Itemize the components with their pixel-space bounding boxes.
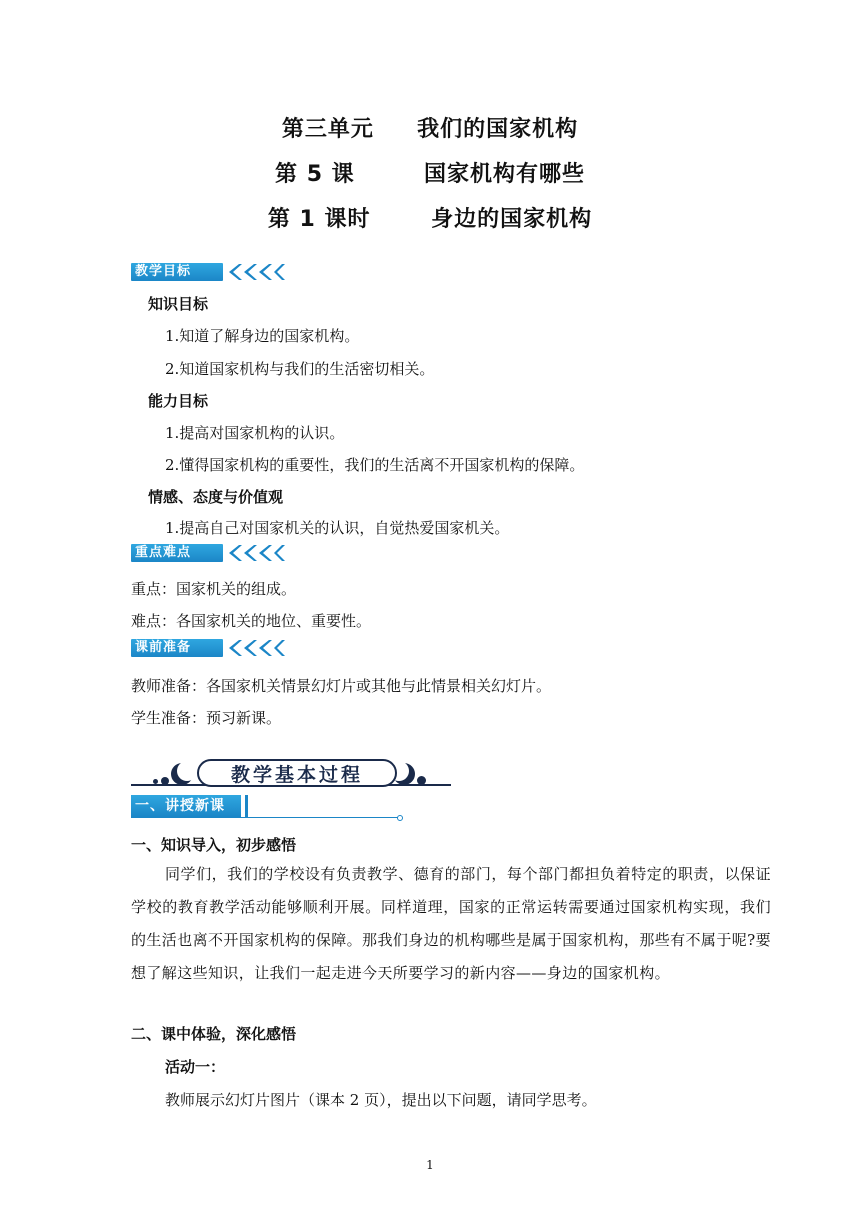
chevron-left-icon — [225, 543, 285, 563]
emotion-item-1: 1.提高自己对国家机关的认识，自觉热爱国家机关。 — [165, 519, 510, 537]
page-number: 1 — [426, 1158, 434, 1172]
teacher-preparation: 教师准备：各国家机关情景幻灯片或其他与此情景相关幻灯片。 — [131, 677, 552, 695]
banner-dot — [161, 777, 169, 785]
banner-dot — [153, 779, 158, 784]
objectives-tag-label: 教学目标 — [131, 263, 223, 281]
knowledge-item-2: 2.知道国家机构与我们的生活密切相关。 — [165, 360, 435, 378]
objectives-tag — [131, 262, 285, 282]
ability-heading: 能力目标 — [148, 392, 209, 410]
section-header-rule — [131, 817, 399, 818]
crescent-icon — [171, 763, 193, 785]
knowledge-heading: 知识目标 — [148, 295, 209, 313]
ability-item-2: 2.懂得国家机构的重要性，我们的生活离不开国家机构的保障。 — [165, 456, 585, 474]
student-preparation: 学生准备：预习新课。 — [131, 709, 282, 727]
banner-dot — [417, 776, 426, 785]
process-banner — [131, 757, 451, 791]
section-header-dot — [397, 815, 403, 821]
unit-title: 第三单元 我们的国家机构 — [281, 117, 579, 142]
activity-heading: 活动一： — [165, 1058, 226, 1076]
section-header-bar — [245, 795, 248, 817]
activity-instruction: 教师展示幻灯片图片（课本 2 页），提出以下问题，请同学思考。 — [165, 1091, 597, 1109]
period-title: 第 1 课时 身边的国家机构 — [267, 207, 593, 232]
heading-experience: 二、课中体验，深化感悟 — [131, 1025, 297, 1043]
section-header — [131, 795, 401, 819]
knowledge-item-1: 1.知道了解身边的国家机构。 — [165, 327, 360, 345]
ability-item-1: 1.提高对国家机构的认识。 — [165, 424, 345, 442]
lesson-title: 第 5 课 国家机构有哪些 — [275, 162, 585, 187]
emotion-heading: 情感、态度与价值观 — [148, 488, 284, 506]
difficulty-text: 难点：各国家机关的地位、重要性。 — [131, 612, 372, 630]
key-points-tag-label: 重点难点 — [131, 544, 223, 562]
preparation-tag-label: 课前准备 — [131, 639, 223, 657]
section-header-label: 一、讲授新课 — [131, 795, 241, 817]
process-banner-label: 教学基本过程 — [197, 759, 397, 787]
preparation-tag — [131, 638, 285, 658]
chevron-left-icon — [225, 262, 285, 282]
heading-intro: 一、知识导入，初步感悟 — [131, 836, 297, 854]
key-points-tag — [131, 543, 285, 563]
intro-paragraph: 同学们，我们的学校设有负责教学、德育的部门，每个部门都担负着特定的职责，以保证学校的教育教学活动能够顺利开展。同样道理，国家的正常运转需要通过国家机构实现，我们的生活也离不开国家机构的保障。那我们身边的机构哪些是属于国家机构，那些有不属于呢?要想了解这些知识，让我们一起走进今天所要学习的新内容——身边的国家机构。 — [131, 865, 771, 982]
chevron-left-icon — [225, 638, 285, 658]
key-point-text: 重点：国家机关的组成。 — [131, 580, 297, 598]
